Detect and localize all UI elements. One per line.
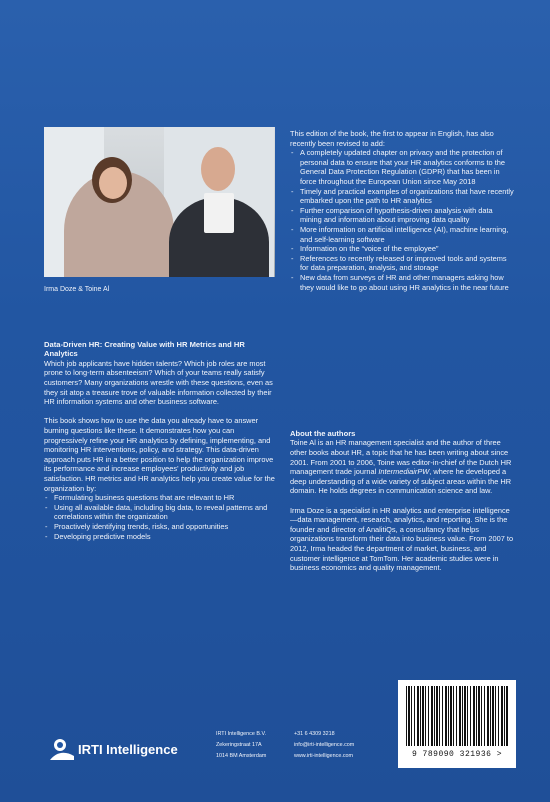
list-item: - More information on artificial intelligence (AI), machine learning, and self-learning software [290, 225, 514, 244]
list-item: - Further comparison of hypothesis-driven analysis with data mining and information about improving data quality [290, 206, 514, 225]
additions-list [290, 148, 514, 292]
approach-paragraph: This book shows how to use the data you already have to answer burning questions like these. It demonstrates how you can progressively refine your HR analytics by defining, implementing, and monitoring HR interventions, policy, and strategy. This data-driven approach puts HR in a better position to help the organization improve its performance and increase employees' productivity and job satisfaction. HR metrics and HR analytics help you create value for the organization by: [44, 416, 275, 493]
face [99, 167, 127, 199]
right-column [290, 129, 514, 292]
logo-icon [48, 736, 78, 764]
book-title-heading: Data-Driven HR: Creating Value with HR Metrics and HR Analytics [44, 340, 245, 359]
list-item: - Proactively identifying trends, risks, and opportunities [44, 522, 277, 532]
publisher-contact: +31 6 4309 3218 info@irti-intelligence.com www.irti-intelligence.com [294, 731, 355, 759]
face [201, 147, 235, 191]
about-toine: Toine Al is an HR management specialist and the author of three other books about HR, a topic that he has been writing about since 2001. From 2001 to 2006, Toine was editor-in-chief of the Dutch HR management trade journal IntermediairPW, where he developed a deep understanding of a wide variety of subject areas within the HR domain. He holds degrees in communication science and law. [290, 438, 512, 496]
list-item: - Developing predictive models [44, 532, 277, 542]
isbn-barcode [398, 680, 516, 768]
list-item: - A completely updated chapter on privacy and the protection of personal data to ensure that your HR analytics conforms to the General Data Protection Regulation (GDPR) that has been in force throughout the European Union since May 2018 [290, 148, 514, 186]
list-item: - Formulating business questions that are relevant to HR [44, 493, 277, 503]
photo-caption: Irma Doze & Toine Al [44, 286, 110, 293]
barcode-bars [406, 686, 508, 746]
list-item: - New data from surveys of HR and other managers asking how they would like to go about using HR analytics in the near future [290, 273, 514, 292]
isbn-number: 9 789090 321936 > [411, 750, 503, 759]
authors-photo [44, 127, 275, 277]
about-heading: About the authors [290, 429, 356, 438]
left-column [44, 340, 277, 541]
publisher-address: IRTI Intelligence B.V. Zekeringstraat 17A 1014 BM Amsterdam [216, 731, 267, 759]
about-irma: Irma Doze is a specialist in HR analytics and enterprise intelligence—data management, research, analytics, and reporting. She is the founder and director of AnalitiQs, a consultancy that helps organizations transform their data into business value. From 2007 to 2012, Irma headed the department of market, business, and customer intelligence at TomTom. Her academic studies were in business economics and quality management. [290, 505, 514, 573]
list-item: - Timely and practical examples of organizations that have recently embarked upon the path to HR analytics [290, 187, 514, 206]
list-item: - Using all available data, including big data, to reveal patterns and correlations within the organization [44, 503, 277, 522]
edition-intro: This edition of the book, the first to appear in English, has also recently been revised to add: [290, 129, 494, 148]
intro-paragraph: Which job applicants have hidden talents? Which job roles are most prone to long-term absenteeism? Which of your teams really satisfy customers? Many organizations wrestle with these questions, even as they sit atop a treasure trove of valuable information collected by their HR information systems and other business software. [44, 358, 273, 407]
list-item: - References to recently released or improved tools and systems for data preparation, analysis, and storage [290, 254, 514, 273]
shirt [204, 193, 234, 233]
list-item: - Information on the “voice of the employee” [290, 244, 514, 254]
logo-text: IRTI Intelligence [78, 742, 178, 757]
journal-name: IntermediairPW [378, 467, 430, 477]
about-section [290, 429, 514, 573]
value-list [44, 493, 277, 541]
irti-logo [48, 736, 198, 764]
